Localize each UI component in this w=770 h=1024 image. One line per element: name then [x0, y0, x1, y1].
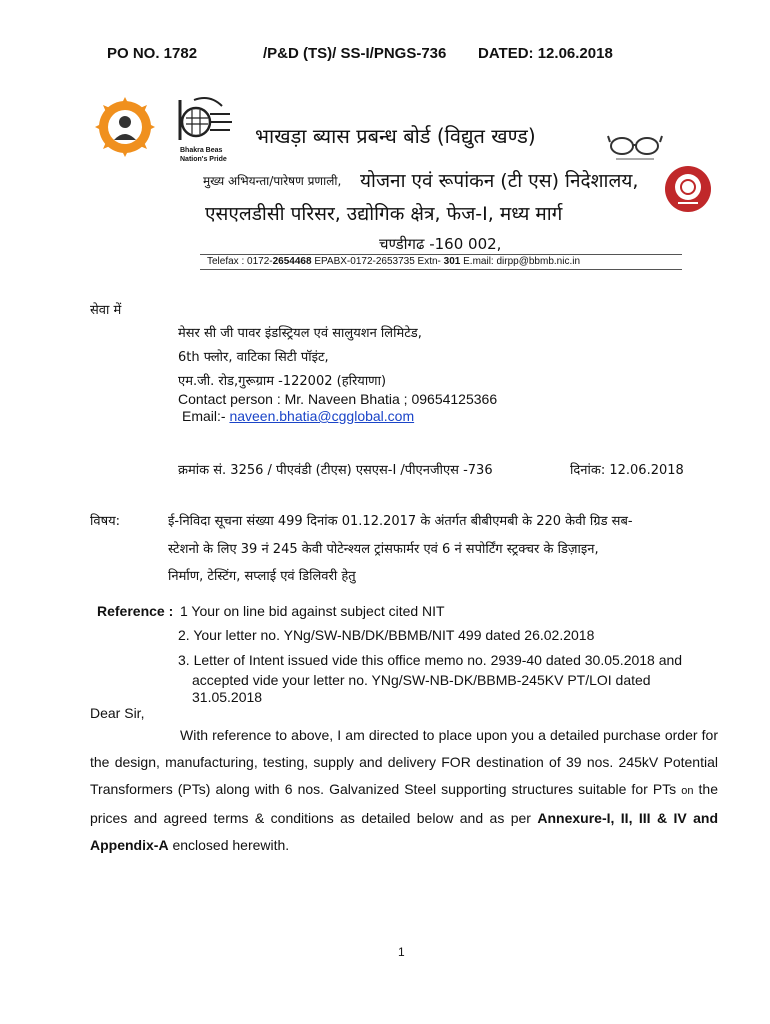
- body-text-end: enclosed herewith.: [168, 837, 290, 853]
- salutation: Dear Sir,: [90, 705, 145, 721]
- telefax-prefix: Telefax : 0172-: [207, 256, 273, 267]
- addressee-line-1: मेसर सी जी पावर इंडस्ट्रियल एवं सालुयशन लिमिटेड,: [178, 326, 422, 341]
- swachh-bharat-logo: [606, 130, 664, 164]
- divider-bottom: [200, 269, 682, 270]
- po-date: DATED: 12.06.2018: [478, 45, 613, 62]
- memo-date: दिनांक: 12.06.2018: [570, 463, 684, 478]
- body-text-main: With reference to above, I am directed to place upon you a detailed purchase order for the design, manufacturing, testing, supply and delivery FOR destination of 39 nos. 245kV Potential Transformers (PTs) along with 6 nos. Galvanized Steel supporting structures suitable for PTs: [90, 727, 718, 797]
- reference-item-2: 2. Your letter no. YNg/SW-NB/DK/BBMB/NIT 499 dated 26.02.2018: [178, 627, 595, 643]
- addressee-email-line: [182, 408, 414, 424]
- po-number: PO NO. 1782: [107, 45, 198, 62]
- contact-line: [207, 256, 580, 267]
- office-address: एसएलडीसी परिसर, उद्योगिक क्षेत्र, फेज-I, मध्य मार्ग: [205, 203, 563, 225]
- seva-mein: सेवा में: [90, 303, 122, 318]
- subject-line-3: निर्माण, टेस्टिंग, सप्लाई एवं डिलिवरी हेतु: [168, 569, 356, 584]
- po-reference: /P&D (TS)/ SS-I/PNGS-736: [263, 45, 447, 62]
- office-chief-engineer: मुख्य अभियन्ता/पारेषण प्रणाली,: [203, 174, 342, 188]
- page-number: 1: [398, 945, 405, 959]
- email-link[interactable]: naveen.bhatia@cgglobal.com: [229, 408, 415, 424]
- bbmb-tagline-1: Bhakra Beas: [180, 147, 223, 154]
- memo-number: क्रमांक सं. 3256 / पीएवंडी (टीएस) एसएस-I /पीएनजीएस -736: [178, 463, 493, 478]
- extn: 301: [443, 256, 461, 267]
- reference-item-3-cont: accepted vide your letter no. YNg/SW-NB-DK/BBMB-245KV PT/LOI dated: [192, 672, 651, 688]
- office-directorate: योजना एवं रूपांकन (टी एस) निदेशालय,: [360, 170, 639, 192]
- body-annexures: Annexure-I, II, III & IV and Appendix-A: [90, 810, 718, 853]
- subject-line-2: स्टेशनो के लिए 39 नं 245 केवी पोटेन्श्यल ट्रांसफार्मर एवं 6 नं सपोर्टिंग स्ट्रक्चर के डिज़ाइन,: [168, 542, 599, 557]
- addressee-line-2: 6th फ्लोर, वाटिका सिटी पॉइंट,: [178, 350, 329, 365]
- bbmb-tagline-2: Nation's Pride: [180, 156, 227, 163]
- email-label: Email:-: [182, 408, 230, 424]
- reference-item-1: 1 Your on line bid against subject cited NIT: [180, 603, 445, 619]
- telefax-number: 2654468: [272, 256, 312, 267]
- body-paragraph: [90, 722, 718, 859]
- contact-person: Contact person : Mr. Naveen Bhatia ; 09654125366: [178, 391, 498, 407]
- office-city: चण्डीगढ -160 002,: [379, 235, 502, 253]
- office-email: E.mail: dirpp@bbmb.nic.in: [460, 256, 581, 267]
- subject-line-1: ई-निविदा सूचना संख्या 499 दिनांक 01.12.2017 के अंतर्गत बीबीएमबी के 220 केवी ग्रिड सब-: [168, 514, 633, 529]
- reference-item-3-date: 31.05.2018: [192, 689, 263, 705]
- board-name: भाखड़ा ब्यास प्रबन्ध बोर्ड (विद्युत खण्ड): [255, 124, 536, 148]
- bbmb-logo: [174, 96, 236, 172]
- epabx: EPABX-0172-2653735 Extn-: [311, 256, 444, 267]
- body-text-on: on: [681, 785, 694, 797]
- subject-label: विषय:: [90, 514, 121, 529]
- reference-label: Reference :: [97, 603, 174, 619]
- divider-top: [200, 254, 682, 255]
- body-text-terms: the prices and agreed terms & conditions as detailed below and as per: [90, 781, 718, 826]
- addressee-line-3: एम.जी. रोड,गुरूग्राम -122002 (हरियाणा): [178, 374, 387, 389]
- reference-item-3: 3. Letter of Intent issued vide this office memo no. 2939-40 dated 30.05.2018 and: [178, 652, 683, 668]
- round-seal-logo: [664, 165, 712, 213]
- emblem-logo: [93, 95, 157, 159]
